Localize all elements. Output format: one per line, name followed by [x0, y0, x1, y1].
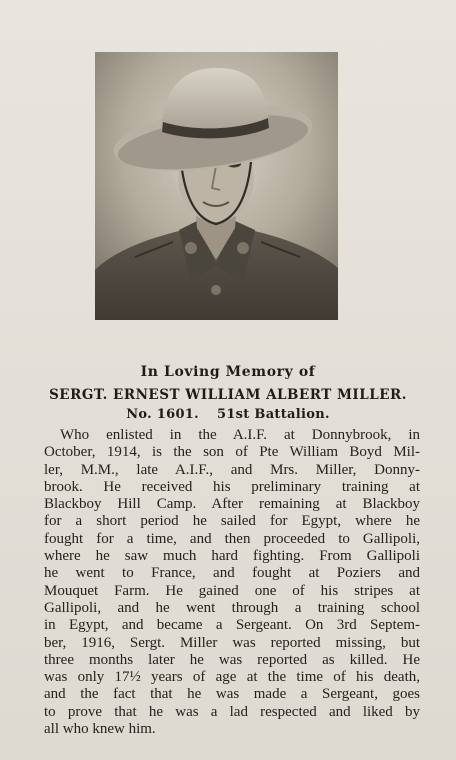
biography-line: ler, M.M., late A.I.F., and Mrs. Miller, Donny- [44, 461, 420, 478]
biography-line: brook. He received his preliminary training at [44, 478, 420, 495]
biography-line: three months later he was reported as killed. He [44, 651, 420, 668]
biography-line: October, 1914, is the son of Pte William Boyd Mil- [44, 444, 420, 461]
biography-line: where he saw much hard fighting. From Gallipoli [44, 548, 420, 565]
biography-line: for a short period he sailed for Egypt, where he [44, 513, 420, 530]
biography-line: in Egypt, and became a Sergeant. On 3rd Septem- [44, 617, 420, 634]
biography-line: Blackboy Hill Camp. After remaining at Blackboy [44, 496, 420, 513]
biography-line: Who enlisted in the A.I.F. at Donnybrook, in [60, 427, 420, 443]
biography-line: all who knew him. [44, 721, 156, 738]
battalion-name: 51st Battalion. [216, 407, 330, 422]
memorial-heading: In Loving Memory of [140, 364, 316, 380]
biography-line: to prove that he was a lad respected and liked by [44, 703, 420, 720]
biography-line: and the fact that he was made a Sergeant, goes [44, 686, 420, 703]
biography-text [44, 427, 420, 738]
service-number: No. 1601. [126, 407, 199, 422]
biography-line: fought for a time, and then proceeded to Gallipoli, [44, 530, 420, 547]
soldier-portrait-illustration [95, 52, 338, 320]
soldier-name: SERGT. ERNEST WILLIAM ALBERT MILLER. [49, 387, 407, 403]
biography-line: Mouquet Farm. He gained one of his stripes at [44, 582, 420, 599]
biography-line: he went to France, and fought at Poziers and [44, 565, 420, 582]
biography-line: Gallipoli, and he went through a training school [44, 599, 420, 616]
biography-line: ber, 1916, Sergt. Miller was reported missing, but [44, 634, 420, 651]
soldier-portrait-photo [95, 52, 338, 320]
service-details [0, 407, 456, 422]
biography-line: was only 17½ years of age at the time of his death, [44, 669, 420, 686]
